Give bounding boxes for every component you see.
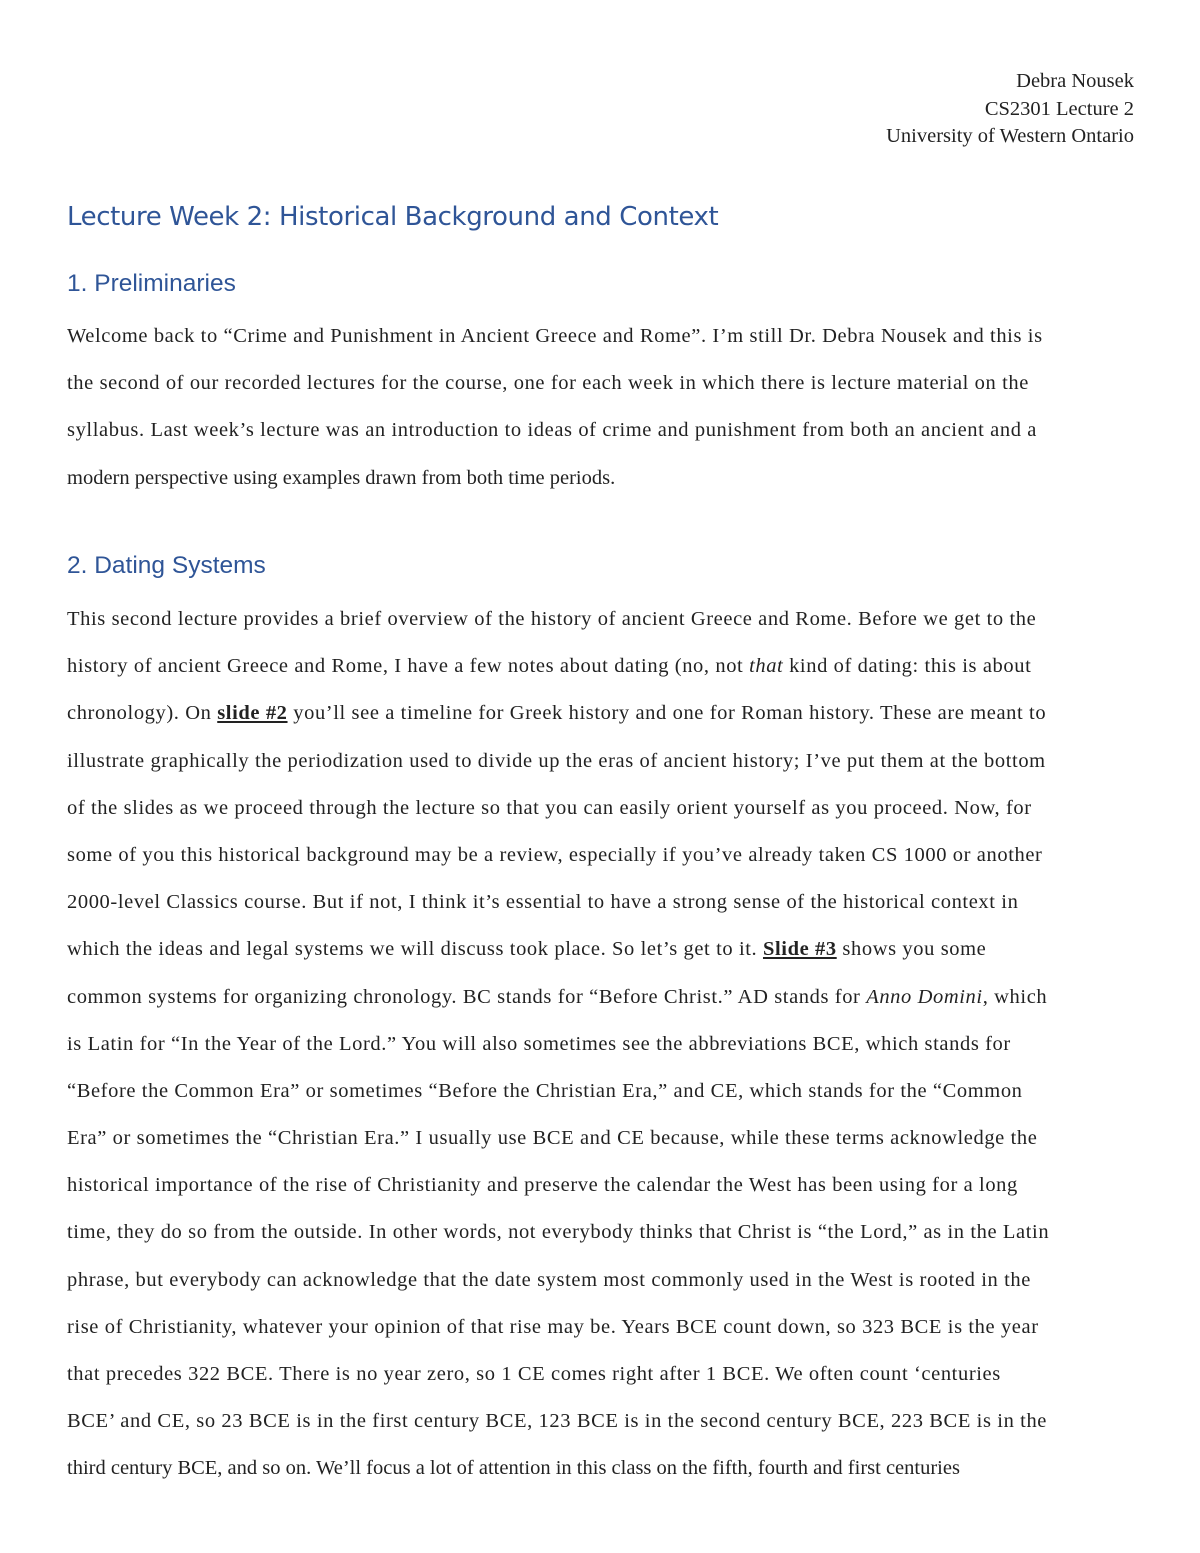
text-run: , which — [982, 985, 1048, 1008]
text-run: phrase, but everybody can acknowledge that the date system most commonly used in the West is rooted in the — [67, 1268, 1031, 1291]
text-run: Era” or sometimes the “Christian Era.” I usually use BCE and CE because, while these terms acknowledge the — [67, 1127, 1038, 1150]
text-run: some of you this historical background may be a review, especially if you’ve already taken CS 1000 or another — [67, 843, 1043, 866]
text-line — [67, 1021, 1135, 1068]
header-block — [886, 68, 1134, 151]
italic-text: Anno Domini — [866, 985, 983, 1008]
text-line — [67, 785, 1135, 832]
text-line — [67, 1257, 1135, 1304]
text-line — [67, 313, 1135, 360]
italic-text: that — [749, 655, 784, 678]
institution-name: University of Western Ontario — [886, 125, 1134, 147]
text-line — [67, 1398, 1135, 1445]
text-line — [67, 738, 1135, 785]
course-label: CS2301 Lecture 2 — [984, 97, 1134, 120]
slide-reference: slide #2 — [217, 702, 288, 725]
author-name: Debra Nousek — [1016, 70, 1134, 92]
text-run: modern perspective using examples drawn from both time periods. — [67, 466, 616, 489]
text-line — [67, 455, 1135, 502]
text-line — [67, 1162, 1135, 1209]
section-heading-preliminaries: 1. Preliminaries — [67, 270, 236, 297]
text-run: you’ll see a timeline for Greek history and one for Roman history. These are meant to — [287, 702, 1047, 725]
text-run: Welcome back to “Crime and Punishment in Ancient Greece and Rome”. I’m still Dr. Debra Nousek and this is — [67, 325, 1043, 347]
text-run: is Latin for “In the Year of the Lord.” You will also sometimes see the abbreviations BCE, which stands for — [67, 1032, 1011, 1055]
text-line — [67, 1115, 1135, 1162]
text-run: illustrate graphically the periodization used to divide up the eras of ancient history; I’ve put them at the bottom — [67, 749, 1046, 772]
text-run: common systems for organizing chronology. BC stands for “Before Christ.” AD stands for — [67, 985, 867, 1008]
text-line — [67, 1209, 1135, 1256]
section-heading-dating-systems: 2. Dating Systems — [67, 552, 266, 579]
text-run: of the slides as we proceed through the lecture so that you can easily orient yourself as you proceed. Now, for — [67, 796, 1032, 819]
document-title: Lecture Week 2: Historical Background and Context — [67, 202, 719, 232]
text-line — [67, 832, 1135, 879]
text-line — [67, 360, 1135, 407]
text-line — [67, 1068, 1135, 1115]
text-line — [67, 690, 1135, 737]
text-run: that precedes 322 BCE. There is no year zero, so 1 CE comes right after 1 BCE. We often count ‘centuries — [67, 1363, 1001, 1385]
text-line — [67, 1351, 1135, 1398]
text-run: shows you some — [836, 938, 987, 961]
text-run: kind of dating: this is about — [783, 655, 1032, 678]
text-line — [67, 596, 1135, 643]
text-run: chronology). On — [67, 702, 218, 725]
text-line — [67, 1304, 1135, 1351]
text-run: BCE’ and CE, so 23 BCE is in the first century BCE, 123 BCE is in the second century BCE, 223 BCE is in the — [67, 1410, 1047, 1433]
text-run: 2000-level Classics course. But if not, I think it’s essential to have a strong sense of the historical context in — [67, 891, 1019, 914]
text-line — [67, 926, 1135, 973]
text-line — [67, 1445, 1135, 1492]
text-line — [67, 879, 1135, 926]
paragraph-preliminaries — [67, 313, 1135, 502]
text-run: This second lecture provides a brief overview of the history of ancient Greece and Rome. Before we get to the — [67, 608, 1037, 630]
text-run: the second of our recorded lectures for the course, one for each week in which there is lecture material on the — [67, 372, 1029, 395]
text-run: “Before the Common Era” or sometimes “Before the Christian Era,” and CE, which stands for the “Common — [67, 1079, 1023, 1102]
text-run: which the ideas and legal systems we will discuss took place. So let’s get to it. — [67, 938, 763, 961]
text-run: third century BCE, and so on. We’ll focus a lot of attention in this class on the fifth, fourth and first centuries — [67, 1457, 960, 1480]
text-line — [67, 974, 1135, 1021]
paragraph-dating-systems — [67, 596, 1135, 1493]
slide-reference: Slide #3 — [762, 938, 837, 961]
text-line — [67, 643, 1135, 690]
text-run: time, they do so from the outside. In other words, not everybody thinks that Christ is “the Lord,” as in the Latin — [67, 1221, 1050, 1244]
text-run: historical importance of the rise of Christianity and preserve the calendar the West has been using for a long — [67, 1174, 1018, 1197]
text-line — [67, 407, 1135, 454]
text-run: rise of Christianity, whatever your opinion of that rise may be. Years BCE count down, so 323 BCE is the year — [67, 1315, 1039, 1338]
text-run: history of ancient Greece and Rome, I have a few notes about dating (no, not — [67, 655, 750, 678]
text-run: syllabus. Last week’s lecture was an introduction to ideas of crime and punishment from both an ancient and a — [67, 419, 1037, 442]
